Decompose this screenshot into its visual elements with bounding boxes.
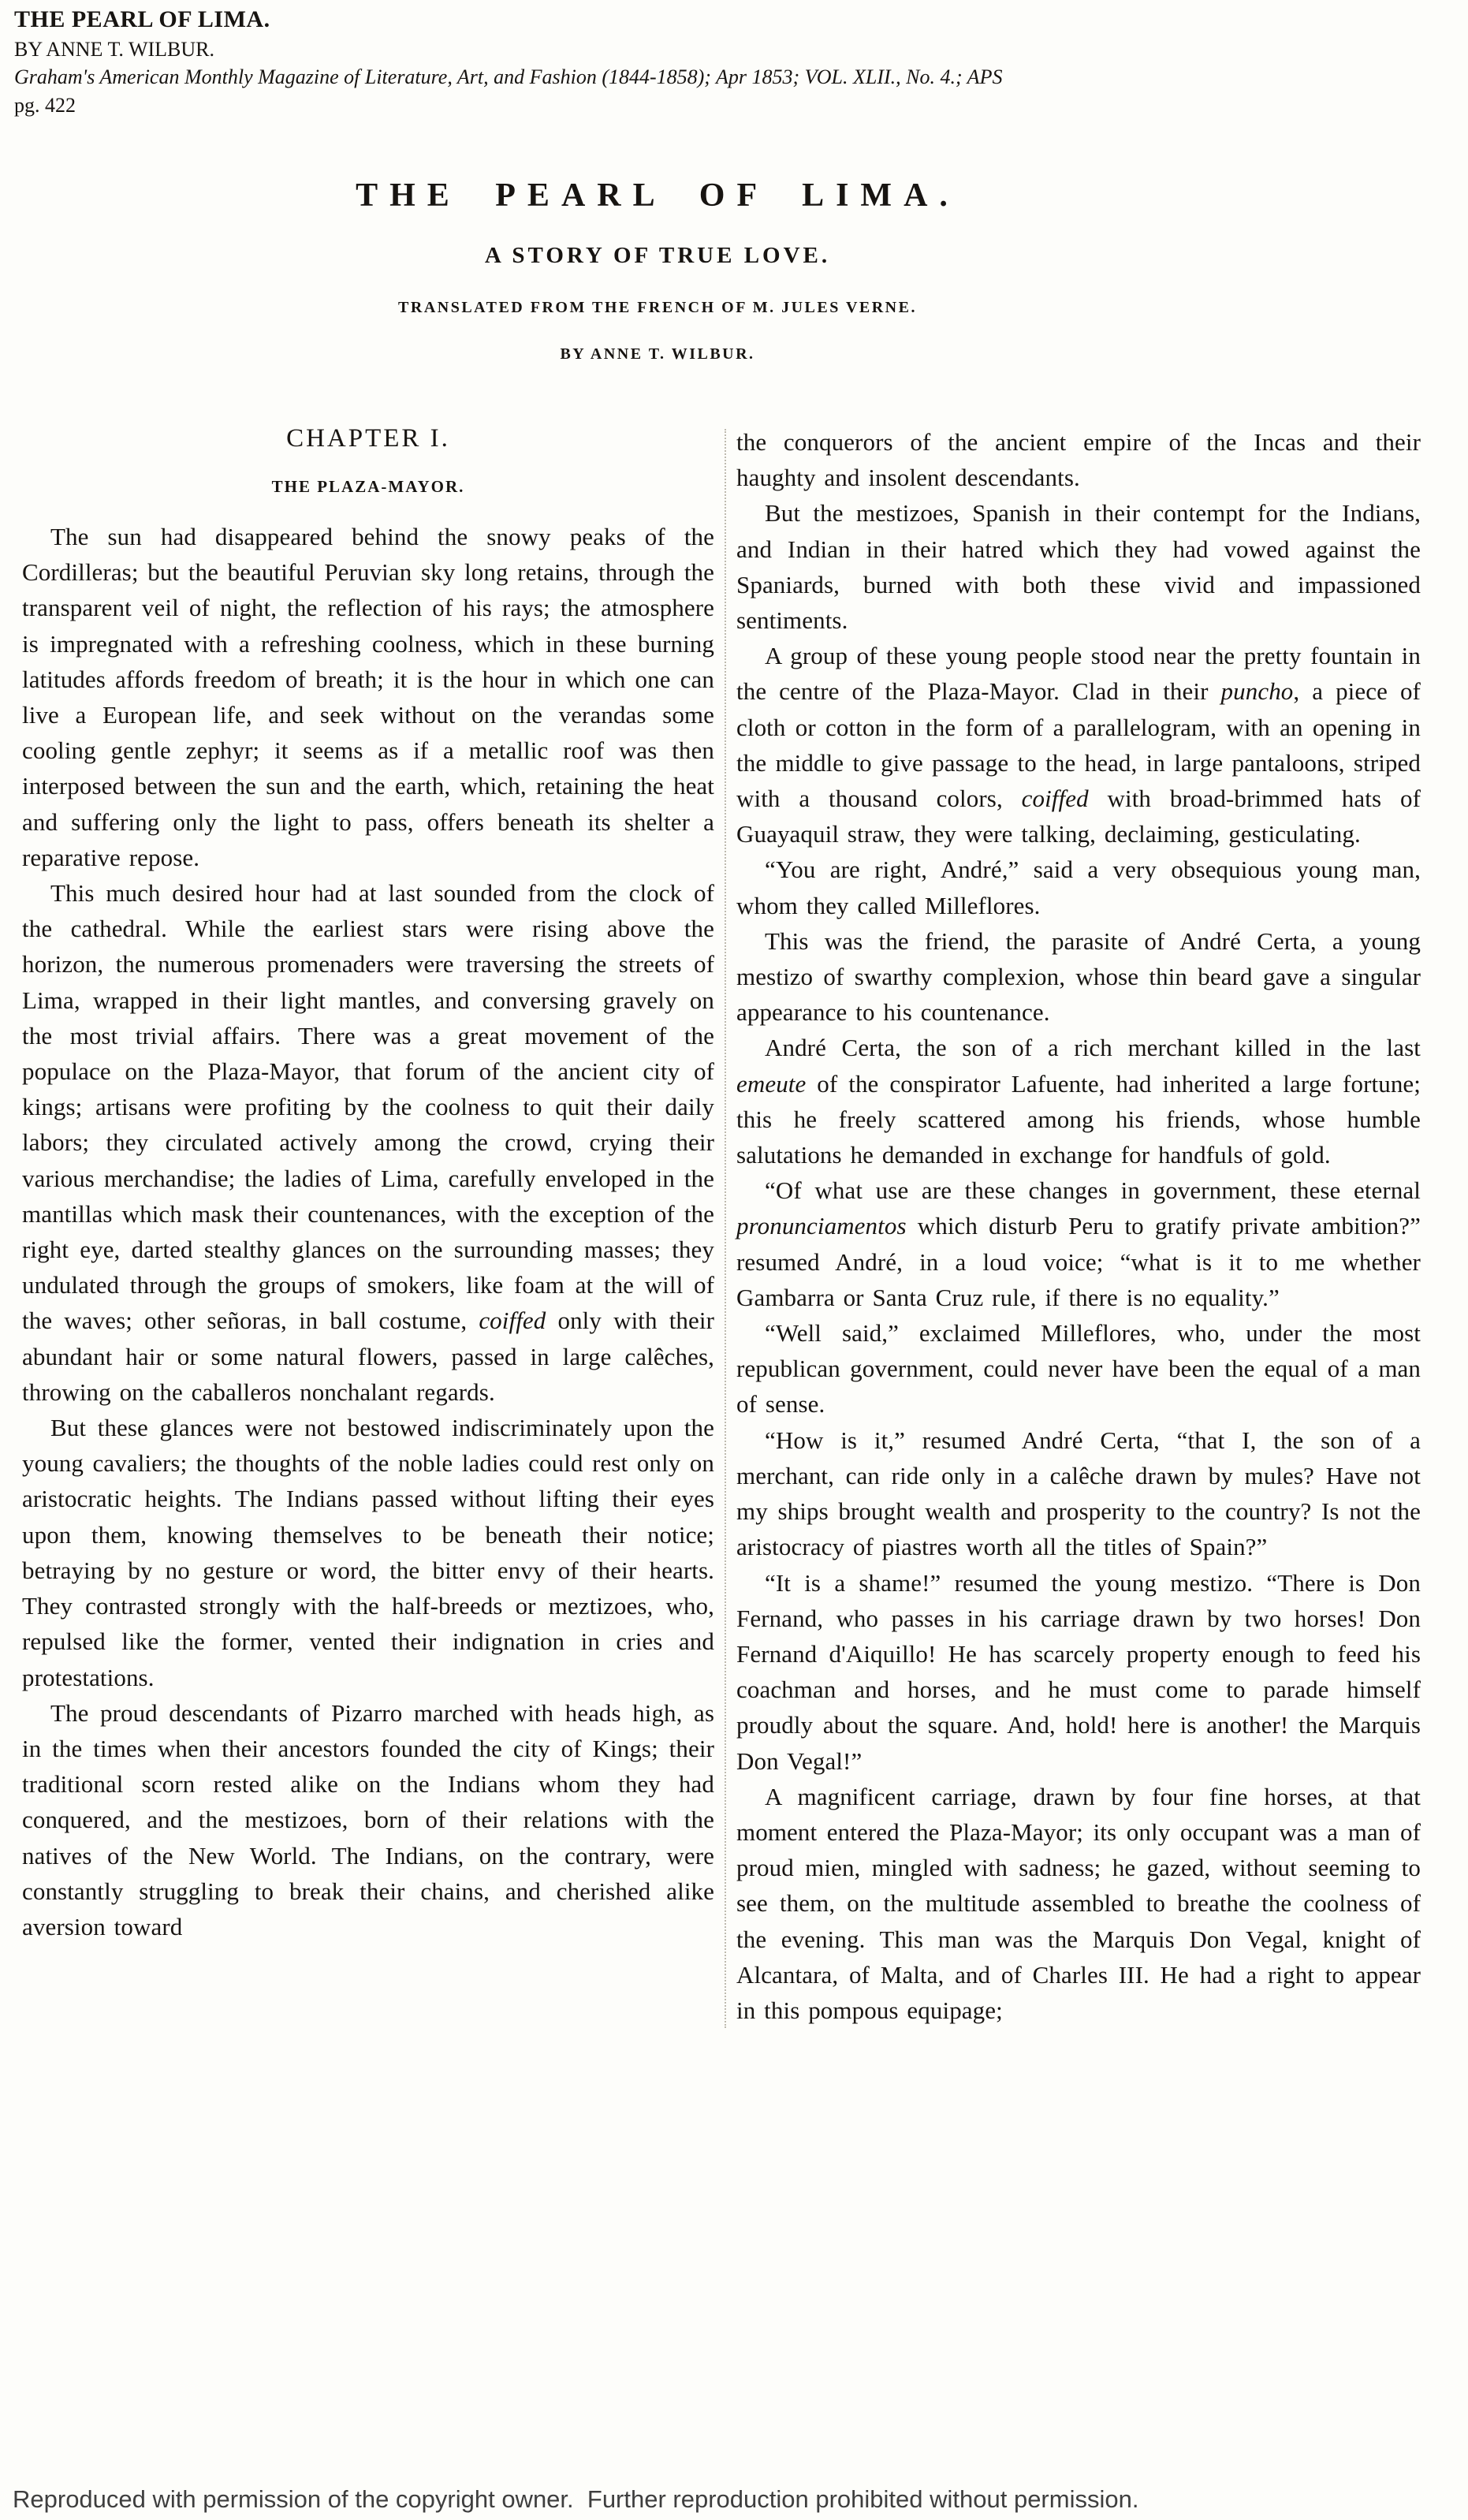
article-body (22, 424, 1421, 2028)
paragraph: The proud descendants of Pizarro marched with heads high, as in the times when their ancestors founded the city of Kings; their traditional scorn rested alike on the Indians whom they had conquered, and the mestizoes, born of their relations with the natives of the New World. The Indians, on the contrary, were constantly struggling to break their chains, and cherished alike aversion toward (22, 1698, 714, 1940)
paragraph: “Of what use are these changes in government, these eternal pronunciamentos which disturb Peru to gratify private ambition?” resumed André, in a loud voice; “what is it to me whether Gambarra or Santa Cruz rule, if there is no equality.” (736, 1176, 1421, 1311)
article-byline: BY ANNE T. WILBUR. (560, 345, 755, 363)
paragraph: This was the friend, the parasite of André Certa, a young mestizo of swarthy complexion, whose thin beard gave a singular appearance to his countenance. (736, 926, 1421, 1027)
citation-byline: BY ANNE T. WILBUR. (14, 37, 214, 61)
citation-source-line: Graham's American Monthly Magazine of Literature, Art, and Fashion (1844-1858); Apr 1853; VOL. XLII., No. 4.; APS (14, 65, 1003, 88)
paragraph: But these glances were not bestowed indiscriminately upon the young cavaliers; the thoughts of the noble ladies could rest only on aristocratic heights. The Indians passed without lifting their eyes upon them, knowing themselves to be beneath their notice; betraying by no gesture or word, the bitter envy of their hearts. They contrasted strongly with the half-breeds or meztizoes, who, repulsed like the former, vented their indignation in cries and protestations. (22, 1414, 714, 1691)
paragraph: the conquerors of the ancient empire of the Incas and their haughty and insolent descendants. (736, 428, 1421, 492)
left-column (22, 424, 714, 1944)
section-heading: THE PLAZA-MAYOR. (271, 477, 465, 496)
paragraph: “It is a shame!” resumed the young mestizo. “There is Don Fernand, who passes in his carriage drawn by two horses! Don Fernand d'Aiquillo! He has scarcely property enough to feed his coachman and horses, and he must come to parade himself proudly about the square. And, hold! here is another! the Marquis Don Vegal!” (736, 1568, 1421, 1775)
citation-header (14, 5, 1002, 118)
paragraph: This much desired hour had at last sounded from the clock of the cathedral. While the earliest stars were rising above the horizon, the numerous promenaders were traversing the streets of Lima, wrapped in their light mantles, and conversing gravely on the most trivial affairs. There was a great movement of the populace on the Plaza-Mayor, that forum of the ancient city of kings; artisans were profiting by the coolness to quit their daily labors; they circulated actively among the crowd, crying their various merchandise; the ladies of Lima, carefully enveloped in the mantillas which mask their countenances, with the exception of the right eye, darted stealthy glances on the surrounding masses; they undulated through the groups of smokers, like foam at the will of the waves; other señoras, in ball costume, coiffed only with their abundant hair or some natural flowers, passed in large calêches, throwing on the caballeros nonchalant regards. (22, 879, 714, 1406)
right-column (736, 424, 1421, 2028)
paragraph: The sun had disappeared behind the snowy peaks of the Cordilleras; but the beautiful Peruvian sky long retains, through the transparent veil of night, the reflection of his rays; the atmosphere is impregnated with a refreshing coolness, which in these burning latitudes affords freedom of breath; it is the hour in which one can live a European life, and seek without on the verandas some cooling gentle zephyr; it seems as if a metallic roof was then interposed between the sun and the earth, which, retaining the heat and suffering only the light to pass, offers beneath its shelter a reparative repose. (22, 523, 714, 871)
article-subtitle: A STORY OF TRUE LOVE. (484, 243, 831, 268)
citation-title: THE PEARL OF LIMA. (14, 6, 270, 32)
citation-page-number: pg. 422 (14, 93, 76, 117)
paragraph: “Well said,” exclaimed Milleflores, who, under the most republican government, could never have been the equal of a man of sense. (736, 1319, 1421, 1418)
chapter-heading: CHAPTER I. (286, 424, 450, 453)
paragraph: André Certa, the son of a rich merchant killed in the last emeute of the conspirator Lafuente, had inherited a large fortune; this he freely scattered among his friends, whose humble salutations he demanded in exchange for handfuls of gold. (736, 1034, 1421, 1169)
paragraph: “How is it,” resumed André Certa, “that I, the son of a merchant, can ride only in a calêche drawn by mules? Have not my ships brought wealth and prosperity to the country? Is not the aristocracy of piastres worth all the titles of Spain?” (736, 1426, 1421, 1561)
paragraph: But the mestizoes, Spanish in their contempt for the Indians, and Indian in their hatred which they had vowed against the Spaniards, burned with both these vivid and impassioned sentiments. (736, 499, 1421, 635)
article-head (0, 177, 1315, 363)
column-divider (725, 429, 726, 2028)
paragraph: A magnificent carriage, drawn by four fine horses, at that moment entered the Plaza-Mayor; its only occupant was a man of proud mien, mingled with sadness; he gazed, without seeming to see them, on the multitude assembled to breathe the coolness of the evening. This man was the Marquis Don Vegal, knight of Alcantara, of Malta, and of Charles III. He had a right to appear in this pompous equipage; (736, 1782, 1421, 2024)
copyright-notice: Reproduced with permission of the copyright owner. Further reproduction prohibited without permission. (13, 2485, 1139, 2513)
article-translation-credit: TRANSLATED FROM THE FRENCH OF M. JULES VERNE. (398, 299, 917, 316)
paragraph: “You are right, André,” said a very obsequious young man, whom they called Milleflores. (736, 856, 1421, 919)
article-title: THE PEARL OF LIMA. (356, 177, 959, 214)
paragraph: A group of these young people stood near the pretty fountain in the centre of the Plaza-Mayor. Clad in their puncho, a piece of cloth or cotton in the form of a parallelogram, with an opening in the middle to give passage to the head, in large pantaloons, striped with a thousand colors, coiffed with broad-brimmed hats of Guayaquil straw, they were talking, declaiming, gesticulating. (736, 642, 1421, 848)
